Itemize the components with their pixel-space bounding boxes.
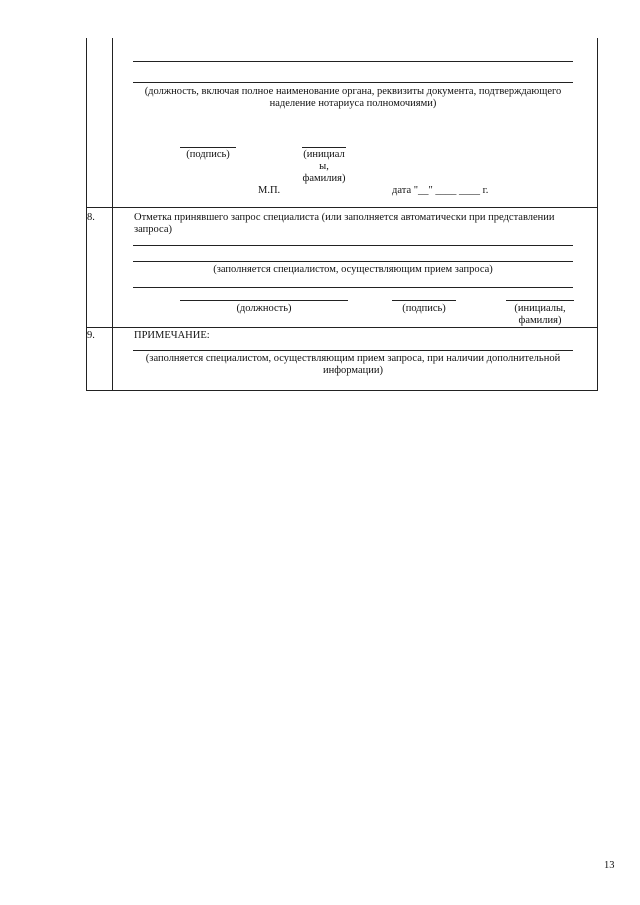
signature-line (392, 300, 456, 301)
position-line (180, 300, 348, 301)
fill-line (133, 261, 573, 262)
table-right-border (597, 38, 598, 391)
section8-title-line2: запроса) (134, 224, 172, 235)
section9-caption-line2: информации) (323, 365, 383, 376)
initials-label-line2: ы, (319, 161, 329, 172)
table-row-divider-9 (86, 327, 598, 328)
table-row-divider-8 (86, 207, 598, 208)
signature-label: (подпись) (186, 149, 230, 160)
fill-line (133, 61, 573, 62)
section-number-9: 9. (87, 330, 95, 341)
initials-line (506, 300, 574, 301)
table-column-divider (112, 38, 113, 391)
position-label: (должность) (236, 303, 292, 314)
section9-caption-line1: (заполняется специалистом, осуществляющим прием запроса, при наличии дополнительной (145, 353, 561, 364)
section9-title: ПРИМЕЧАНИЕ: (134, 330, 210, 341)
date-label: дата "__" ____ ____ г. (392, 185, 489, 196)
doc-caption-line2: наделение нотариуса полномочиями) (269, 98, 437, 109)
page-number: 13 (604, 860, 615, 871)
fill-line (133, 350, 573, 351)
fill-line (133, 287, 573, 288)
section8-title-line1: Отметка принявшего запрос специалиста (или заполняется автоматически при представлении (134, 212, 555, 223)
stamp-label: М.П. (258, 185, 281, 196)
fill-line (133, 82, 573, 83)
initials-label-line2: фамилия) (518, 315, 562, 326)
doc-caption-line1: (должность, включая полное наименование органа, реквизиты документа, подтверждающего (144, 86, 562, 97)
section-number-8: 8. (87, 212, 95, 223)
section8-caption: (заполняется специалистом, осуществляющим прием запроса) (213, 264, 493, 275)
signature-label: (подпись) (402, 303, 446, 314)
initials-line (302, 147, 346, 148)
initials-label-line3: фамилия) (302, 173, 346, 184)
initials-label-line1: (инициалы, (514, 303, 566, 314)
signature-line (180, 147, 236, 148)
table-bottom-border (86, 390, 598, 391)
initials-label-line1: (инициал (303, 149, 345, 160)
fill-line (133, 245, 573, 246)
